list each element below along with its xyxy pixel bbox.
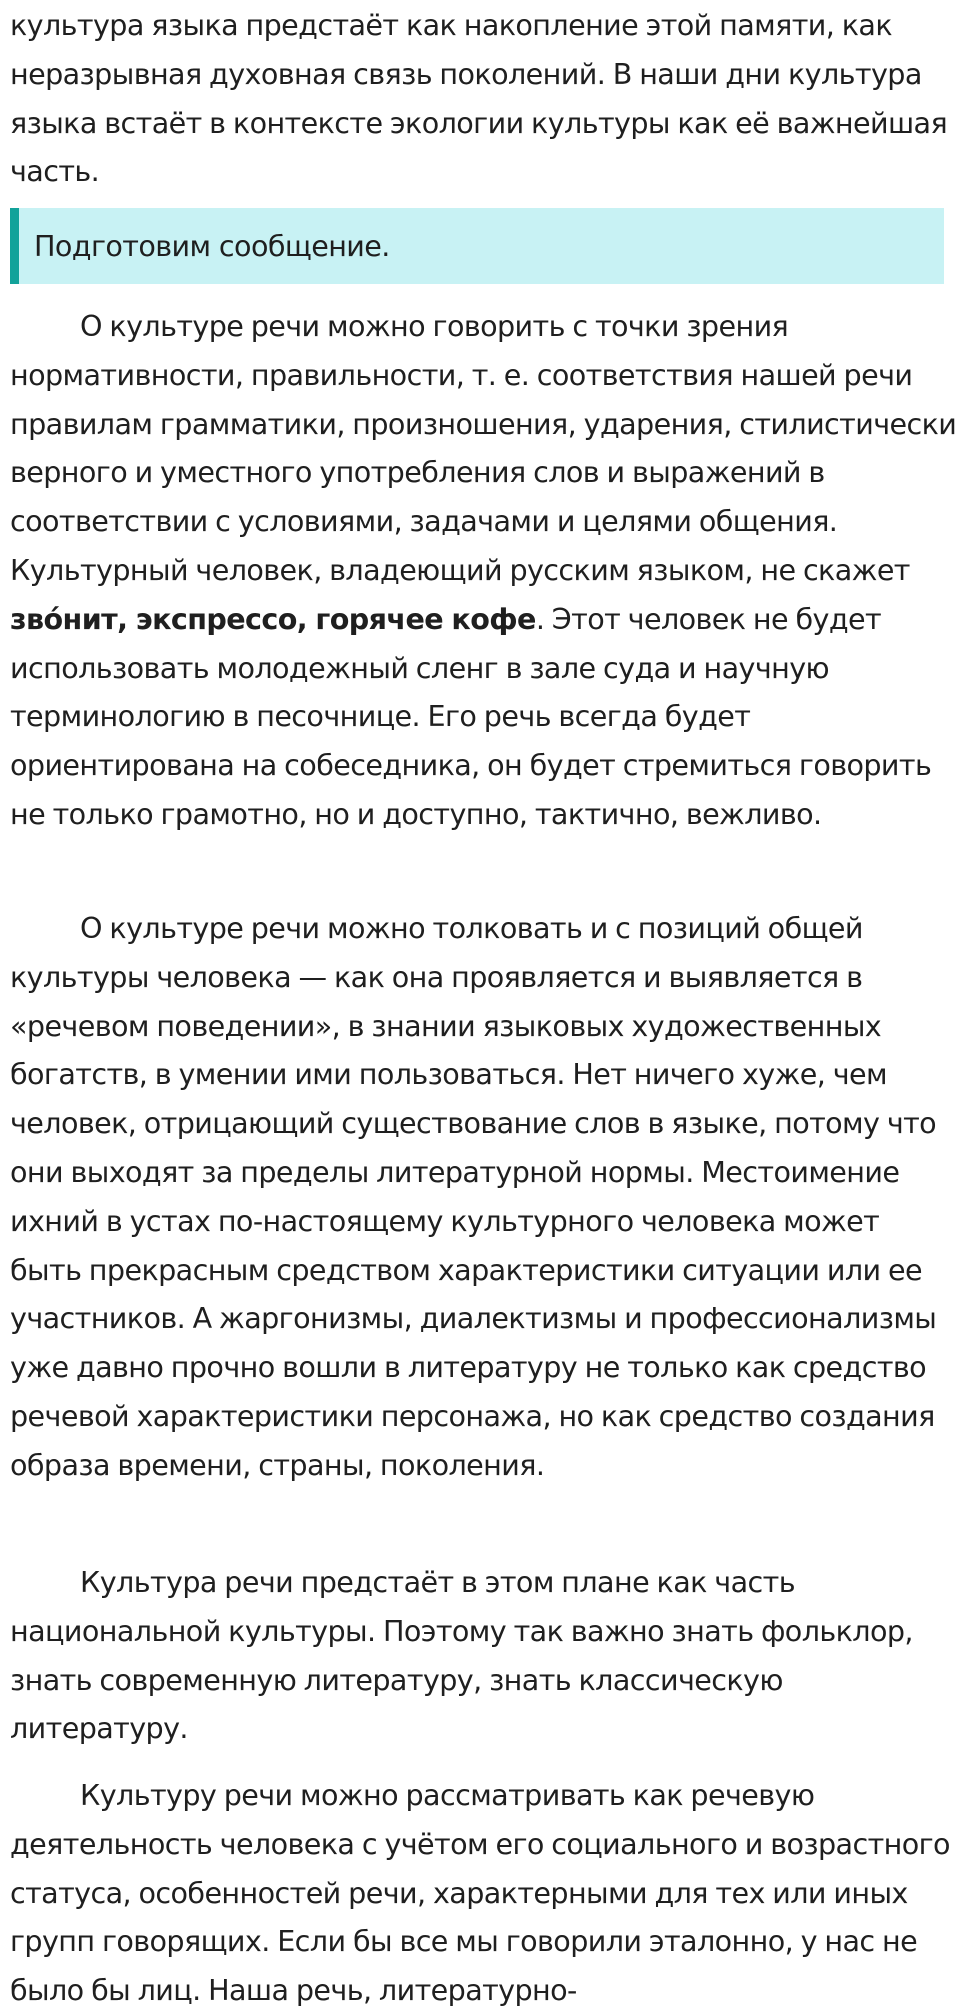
bold-examples: зво́нит, экспрессо, горячее кофе [10,601,536,636]
paragraph-speech-activity: Культуру речи можно рассматривать как речевую деятельность человека с учётом его социального и возрастного статуса, особенностей речи, характерными для тех или иных групп говорящих. Если бы все мы говорили эталонно, у нас не было бы лиц. Наша речь, литературно- [10,1778,950,2008]
paragraph-national-culture: Культура речи предстаёт в этом плане как часть национальной культуры. Поэтому так важно знать фольклор, знать современную литературу, знать классическую литературу. [10,1565,913,1746]
intro-paragraph: культура языка предстаёт как накопление этой памяти, как неразрывная духовная связь поколений. В наши дни культура языка встаёт в контексте экологии культуры как её важнейшая часть. [10,8,948,189]
task-callout [10,208,944,284]
paragraph-general-culture: О культуре речи можно толковать и с позиций общей культуры человека — как она проявляется и выявляется в «речевом поведении», в знании языковых художественных богатств, в умении ими пользоваться. Нет ничего хуже, чем человек, отрицающий существование слов в языке, потому что они выходят за пределы литературной нормы. Местоимение ихний в устах по-настоящему культурного человека может быть прекрасным средством характеристики ситуации или ее участников. А жаргонизмы, диалектизмы и профессионализмы уже давно прочно вошли в литературу не только как средство речевой характеристики персонажа, но как средство создания образа времени, страны, поколения. [10,911,937,1482]
paragraph-culture-norms [10,302,958,839]
paragraph-culture-norms-text-end: . Этот человек не будет использовать молодежный сленг в зале суда и научную терминологию в песочнице. Его речь всегда будет ориентирована на собеседника, он будет стремиться говорить не только грамотно, но и доступно, тактично, вежливо. [10,601,932,831]
callout-text: Подготовим сообщение. [34,229,390,263]
paragraph-culture-norms-text-start: О культуре речи можно говорить с точки зрения нормативности, правильности, т. е. соответствия нашей речи правилам грамматики, произношения, ударения, стилистически верного и уместного употребления слов и выражений в соответствии с условиями, задачами и целями общения. Культурный человек, владеющий русским языком, не скажет [10,309,957,587]
